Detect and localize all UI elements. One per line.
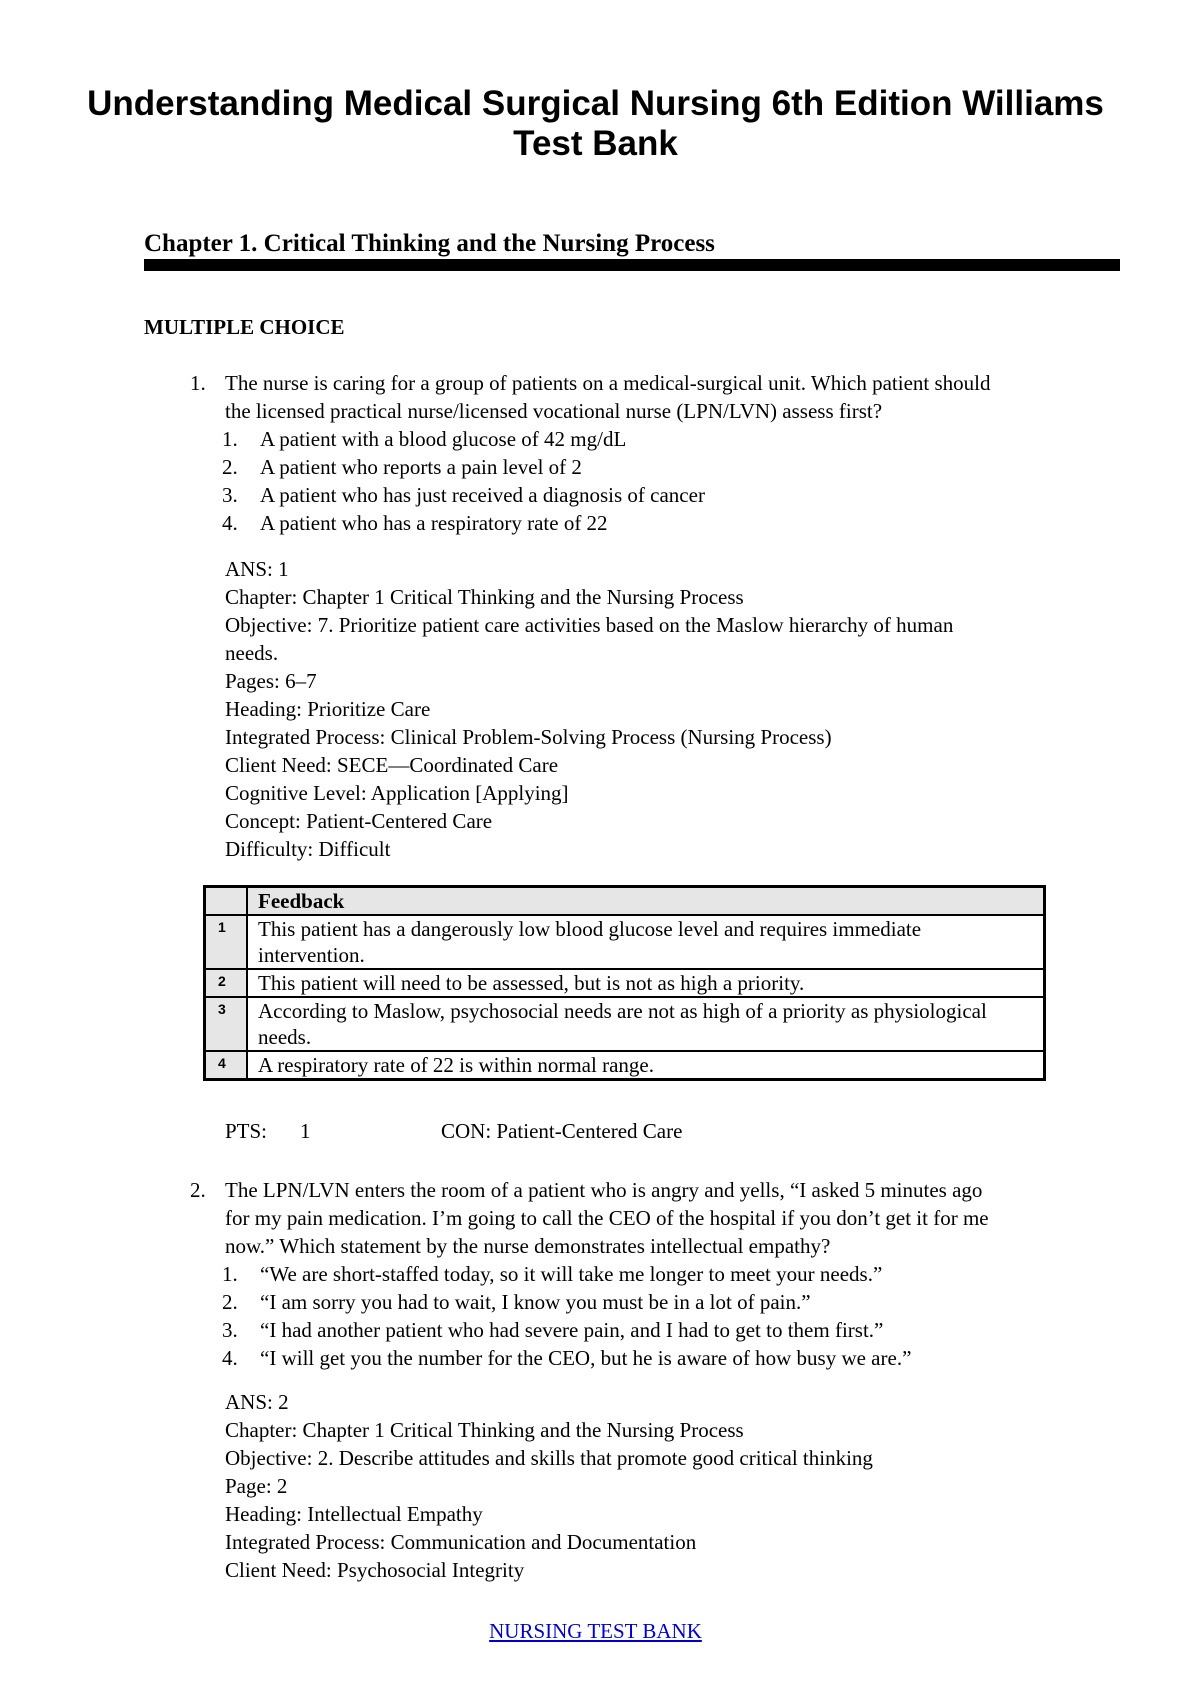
feedback-row-text: This patient will need to be assessed, but is not as high a priority. [247,969,1045,997]
feedback-row [205,915,1045,969]
feedback-row-text: According to Maslow, psychosocial needs are not as high of a priority as physiological needs. [247,997,1045,1051]
feedback-header-row [205,887,1045,916]
question-1-chapter: Chapter: Chapter 1 Critical Thinking and the Nursing Process [225,585,744,609]
question-2-option-text: “We are short-staffed today, so it will take me longer to meet your needs.” [260,1262,883,1286]
question-1-option-number: 2. [222,455,238,479]
feedback-row-number: 3 [205,997,248,1051]
question-2-option-text: “I will get you the number for the CEO, but he is aware of how busy we are.” [260,1346,912,1370]
document-title-line-1: Understanding Medical Surgical Nursing 6th Edition Williams [87,84,1104,123]
question-2-option-number: 4. [222,1346,238,1370]
question-1-stem-line-2: the licensed practical nurse/licensed vocational nurse (LPN/LVN) assess first? [225,399,883,423]
question-1-option-text: A patient who has a respiratory rate of 22 [260,511,608,535]
feedback-row-text: A respiratory rate of 22 is within normal range. [247,1051,1045,1080]
feedback-row-number: 2 [205,969,248,997]
feedback-row [205,997,1045,1051]
feedback-table [203,885,1046,1081]
question-1-option-number: 3. [222,483,238,507]
question-1-difficulty: Difficulty: Difficult [225,837,391,861]
question-2-chapter: Chapter: Chapter 1 Critical Thinking and the Nursing Process [225,1418,744,1442]
document-title-line-2: Test Bank [513,124,678,163]
question-1-objective-continued: needs. [225,641,279,665]
question-2-integrated-process: Integrated Process: Communication and Documentation [225,1530,697,1554]
document-title [0,84,1191,164]
question-1-option-text: A patient with a blood glucose of 42 mg/dL [260,427,627,451]
question-2-number: 2. [190,1178,206,1202]
feedback-header-blank-cell [205,887,248,916]
question-2-option-number: 2. [222,1290,238,1314]
feedback-row [205,969,1045,997]
question-1-integrated-process: Integrated Process: Clinical Problem-Solving Process (Nursing Process) [225,725,832,749]
question-1-concept: Concept: Patient-Centered Care [225,809,493,833]
question-2-client-need: Client Need: Psychosocial Integrity [225,1558,525,1582]
question-2-page: Page: 2 [225,1474,288,1498]
question-1-objective: Objective: 7. Prioritize patient care activities based on the Maslow hierarchy of human [225,613,954,637]
question-1-option-number: 4. [222,511,238,535]
feedback-row-number: 4 [205,1051,248,1080]
question-2-option-number: 1. [222,1262,238,1286]
question-2-stem-line-3: now.” Which statement by the nurse demonstrates intellectual empathy? [225,1234,831,1258]
section-heading: MULTIPLE CHOICE [144,315,345,339]
question-1-number: 1. [190,371,206,395]
question-1-cognitive-level: Cognitive Level: Application [Applying] [225,781,569,805]
question-1-option-text: A patient who reports a pain level of 2 [260,455,582,479]
feedback-header: Feedback [247,887,1045,916]
question-2-heading: Heading: Intellectual Empathy [225,1502,483,1526]
feedback-row [205,1051,1045,1080]
question-1-stem-line-1: The nurse is caring for a group of patients on a medical-surgical unit. Which patient should [225,371,991,395]
question-1-option-text: A patient who has just received a diagnosis of cancer [260,483,705,507]
footer-nursing-test-bank-link[interactable]: NURSING TEST BANK [489,1619,702,1643]
question-2-option-text: “I had another patient who had severe pain, and I had to get to them first.” [260,1318,884,1342]
question-2-stem-line-1: The LPN/LVN enters the room of a patient who is angry and yells, “I asked 5 minutes ago [225,1178,983,1202]
question-1-concept-code: CON: Patient-Centered Care [441,1119,683,1143]
question-1-client-need: Client Need: SECE—Coordinated Care [225,753,559,777]
question-2-option-number: 3. [222,1318,238,1342]
question-2-objective: Objective: 2. Describe attitudes and skills that promote good critical thinking [225,1446,873,1470]
feedback-row-number: 1 [205,915,248,969]
chapter-heading: Chapter 1. Critical Thinking and the Nursing Process [144,230,715,257]
question-1-answer: ANS: 1 [225,557,289,581]
question-1-heading: Heading: Prioritize Care [225,697,431,721]
question-1-points-value: 1 [300,1119,311,1143]
chapter-divider [144,259,1120,271]
question-2-stem-line-2: for my pain medication. I’m going to call the CEO of the hospital if you don’t get it for me [225,1206,989,1230]
question-1-pages: Pages: 6–7 [225,669,317,693]
question-1-option-number: 1. [222,427,238,451]
feedback-row-text: This patient has a dangerously low blood glucose level and requires immediate intervention. [247,915,1045,969]
question-2-option-text: “I am sorry you had to wait, I know you must be in a lot of pain.” [260,1290,811,1314]
question-1-points-label: PTS: [225,1119,268,1143]
question-2-answer: ANS: 2 [225,1390,289,1414]
